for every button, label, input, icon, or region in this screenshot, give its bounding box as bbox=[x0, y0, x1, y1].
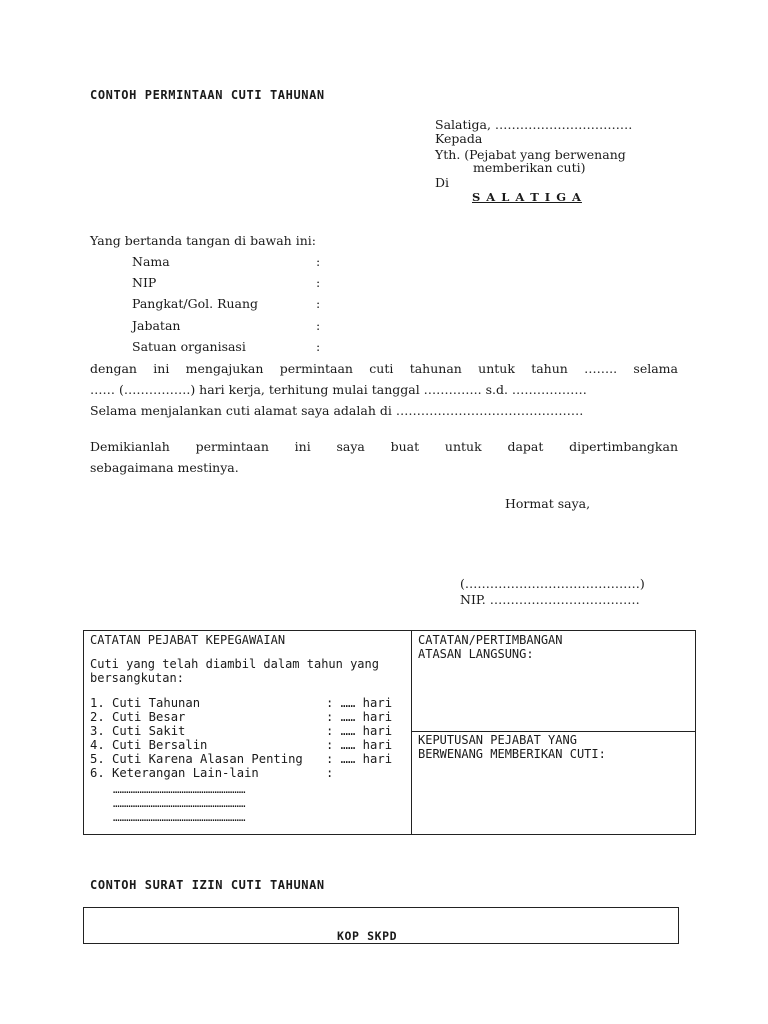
signature-regards: Hormat saya, bbox=[505, 496, 591, 511]
field-label-satuan: Satuan organisasi bbox=[132, 339, 246, 354]
leave-item: 3. Cuti Sakit : …… hari bbox=[90, 724, 393, 738]
leave-item: 2. Cuti Besar : …… hari bbox=[90, 710, 393, 724]
dotted-line: …………………………………………………… bbox=[113, 811, 246, 824]
field-colon: : bbox=[316, 339, 321, 354]
signature-nip-line: NIP. ……………………………… bbox=[460, 592, 640, 607]
field-label-nama: Nama bbox=[132, 254, 170, 269]
section-title-izin: CONTOH SURAT IZIN CUTI TAHUNAN bbox=[90, 878, 325, 892]
field-label-pangkat: Pangkat/Gol. Ruang bbox=[132, 296, 259, 311]
place-date: Salatiga, …………………………… bbox=[435, 117, 633, 132]
recipient-city: S A L A T I G A bbox=[472, 190, 582, 204]
kop-label: KOP SKPD bbox=[337, 929, 398, 943]
right-top-title-cont: ATASAN LANGSUNG: bbox=[418, 647, 534, 661]
right-bottom-title-cont: BERWENANG MEMBERIKAN CUTI: bbox=[418, 747, 606, 761]
closing-line-2: sebagaimana mestinya. bbox=[90, 460, 239, 475]
field-colon: : bbox=[316, 318, 321, 333]
dotted-line: …………………………………………………… bbox=[113, 783, 246, 796]
left-section-subtitle-cont: bersangkutan: bbox=[90, 671, 184, 685]
body-line-2: …… (…………….) hari kerja, terhitung mulai tanggal ………….. s.d. ……………… bbox=[90, 382, 587, 397]
left-section-subtitle: Cuti yang telah diambil dalam tahun yang bbox=[90, 657, 379, 671]
recipient-yth-cont: memberikan cuti) bbox=[473, 160, 586, 175]
left-section-title: CATATAN PEJABAT KEPEGAWAIAN bbox=[90, 633, 286, 647]
right-bottom-title: KEPUTUSAN PEJABAT YANG bbox=[418, 733, 577, 747]
recipient-kepada: Kepada bbox=[435, 131, 483, 146]
leave-item: 4. Cuti Bersalin : …… hari bbox=[90, 738, 393, 752]
notes-table-right-divider bbox=[411, 731, 696, 732]
body-line-3: Selama menjalankan cuti alamat saya adalah di ……………………………………… bbox=[90, 403, 584, 418]
document-title: CONTOH PERMINTAAN CUTI TAHUNAN bbox=[90, 88, 325, 102]
notes-table-divider bbox=[411, 630, 412, 835]
closing-line-1: Demikianlah permintaan ini saya buat untuk dapat dipertimbangkan bbox=[90, 439, 678, 454]
field-colon: : bbox=[316, 275, 321, 290]
field-label-jabatan: Jabatan bbox=[132, 318, 181, 333]
signature-name-line: (……………………………………) bbox=[460, 576, 645, 591]
recipient-yth: Yth. (Pejabat yang berwenang bbox=[435, 147, 626, 162]
intro-text: Yang bertanda tangan di bawah ini: bbox=[90, 233, 316, 248]
recipient-di: Di bbox=[435, 175, 450, 190]
dotted-line: …………………………………………………… bbox=[113, 797, 246, 810]
leave-item: 6. Keterangan Lain-lain : bbox=[90, 766, 334, 780]
leave-item: 1. Cuti Tahunan : …… hari bbox=[90, 696, 393, 710]
leave-item: 5. Cuti Karena Alasan Penting : …… hari bbox=[90, 752, 393, 766]
body-line-1: dengan ini mengajukan permintaan cuti tahunan untuk tahun …….. selama bbox=[90, 361, 678, 376]
field-colon: : bbox=[316, 296, 321, 311]
field-label-nip: NIP bbox=[132, 275, 157, 290]
field-colon: : bbox=[316, 254, 321, 269]
right-top-title: CATATAN/PERTIMBANGAN bbox=[418, 633, 563, 647]
